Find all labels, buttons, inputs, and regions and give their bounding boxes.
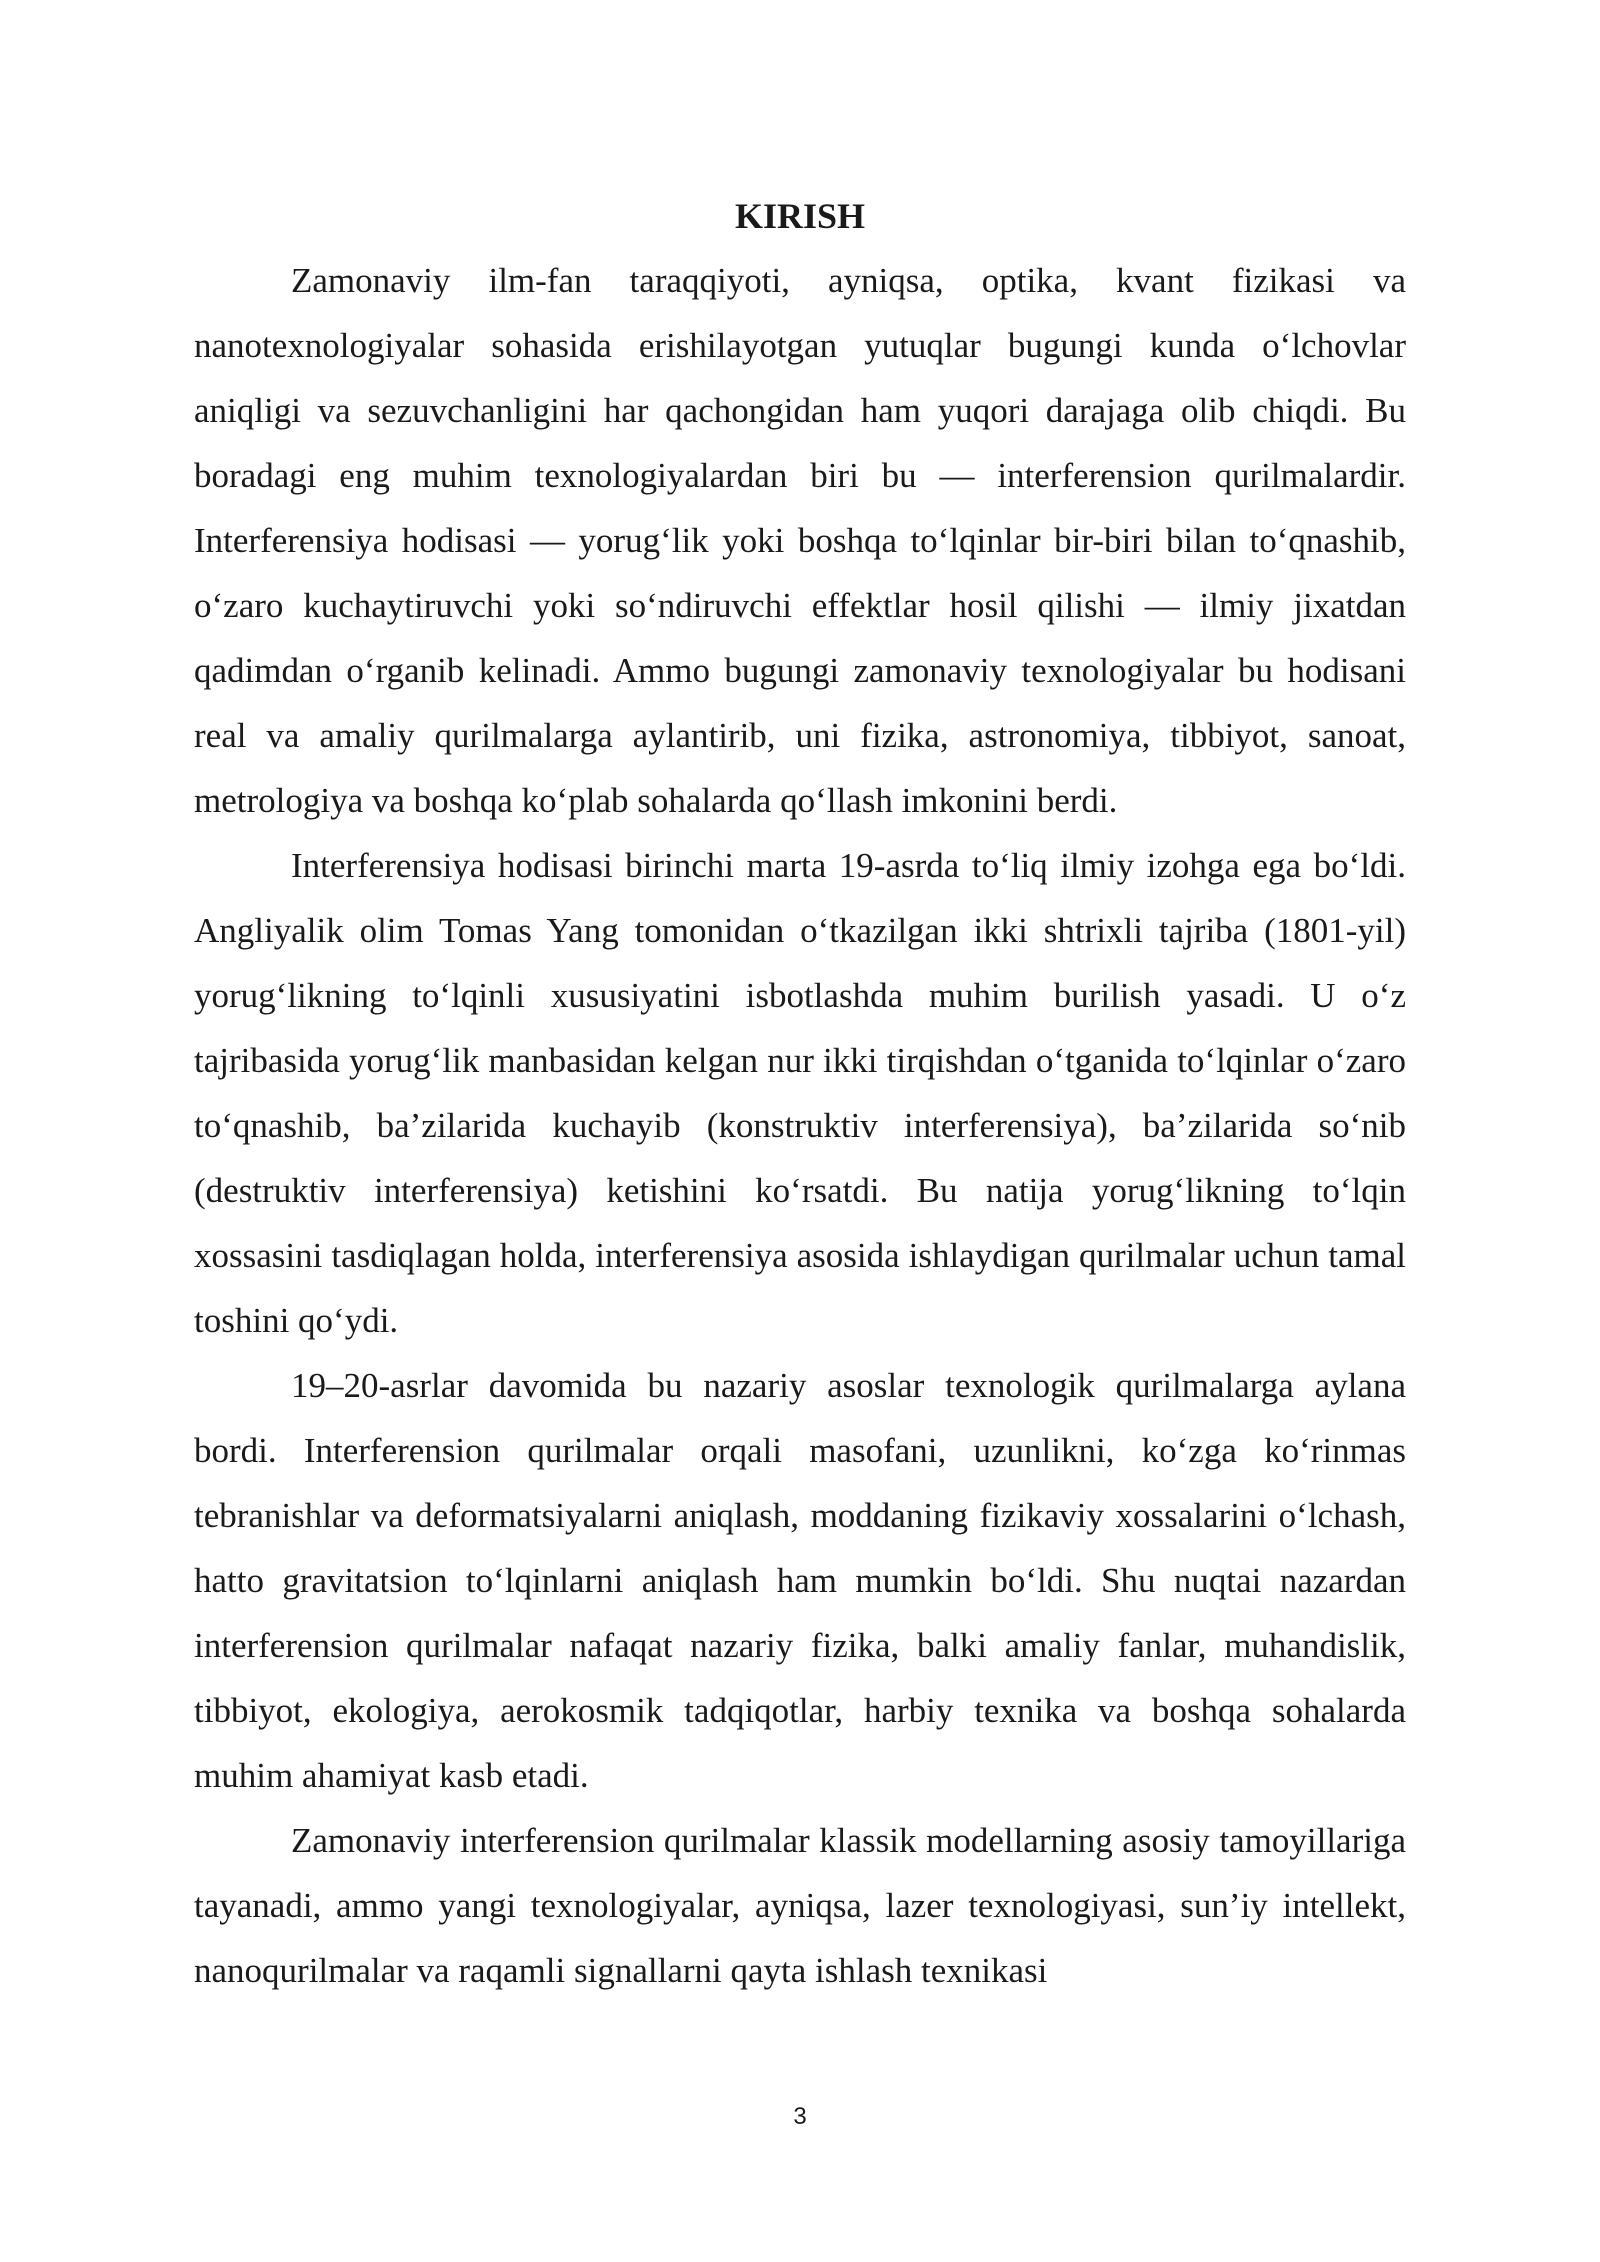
page-number: 3	[793, 2103, 807, 2130]
paragraph: 19–20-asrlar davomida bu nazariy asoslar texnologik qurilmalarga aylana bordi. Interferension qurilmalar orqali masofani, uzunlikni, ko‘zga ko‘rinmas tebranishlar va deformatsiyalarni aniqlash, moddaning fizikaviy xossalarini o‘lchash, hatto gravitatsion to‘lqinlarni aniqlash ham mumkin bo‘ldi. Shu nuqtai nazardan interferension qurilmalar nafaqat nazariy fizika, balki amaliy fanlar, muhandislik, tibbiyot, ekologiya, aerokosmik tadqiqotlar, harbiy texnika va boshqa sohalarda muhim ahamiyat kasb etadi.	[194, 1366, 1406, 1795]
paragraph: Zamonaviy interferension qurilmalar klassik modellarning asosiy tamoyillariga tayanadi, ammo yangi texnologiyalar, ayniqsa, lazer texnologiyasi, sun’iy intellekt, nanoqurilmalar va raqamli signallarni qayta ishlash texnikasi	[194, 1821, 1406, 1990]
paragraph: Zamonaviy ilm-fan taraqqiyoti, ayniqsa, optika, kvant fizikasi va nanotexnologiyalar sohasida erishilayotgan yutuqlar bugungi kunda o‘lchovlar aniqligi va sezuvchanligini har qachongidan ham yuqori darajaga olib chiqdi. Bu boradagi eng muhim texnologiyalardan biri bu — interferension qurilmalardir. Interferensiya hodisasi — yorug‘lik yoki boshqa to‘lqinlar bir-biri bilan to‘qnashib, o‘zaro kuchaytiruvchi yoki so‘ndiruvchi effektlar hosil qilishi — ilmiy jixatdan qadimdan o‘rganib kelinadi. Ammo bugungi zamonaviy texnologiyalar bu hodisani real va amaliy qurilmalarga aylantirib, uni fizika, astronomiya, tibbiyot, sanoat, metrologiya va boshqa ko‘plab sohalarda qo‘llash imkonini berdi.	[194, 261, 1406, 820]
section-title: KIRISH	[734, 196, 866, 236]
paragraph: Interferensiya hodisasi birinchi marta 19-asrda to‘liq ilmiy izohga ega bo‘ldi. Angliyalik olim Tomas Yang tomonidan o‘tkazilgan ikki shtrixli tajriba (1801-yil) yorug‘likning to‘lqinli xususiyatini isbotlashda muhim burilish yasadi. U o‘z tajribasida yorug‘lik manbasidan kelgan nur ikki tirqishdan o‘tganida to‘lqinlar o‘zaro to‘qnashib, ba’zilarida kuchayib (konstruktiv interferensiya), ba’zilarida so‘nib (destruktiv interferensiya) ketishini ko‘rsatdi. Bu natija yorug‘likning to‘lqin xossasini tasdiqlagan holda, interferensiya asosida ishlaydigan qurilmalar uchun tamal toshini qo‘ydi.	[194, 846, 1406, 1340]
document-page	[194, 186, 1406, 2003]
